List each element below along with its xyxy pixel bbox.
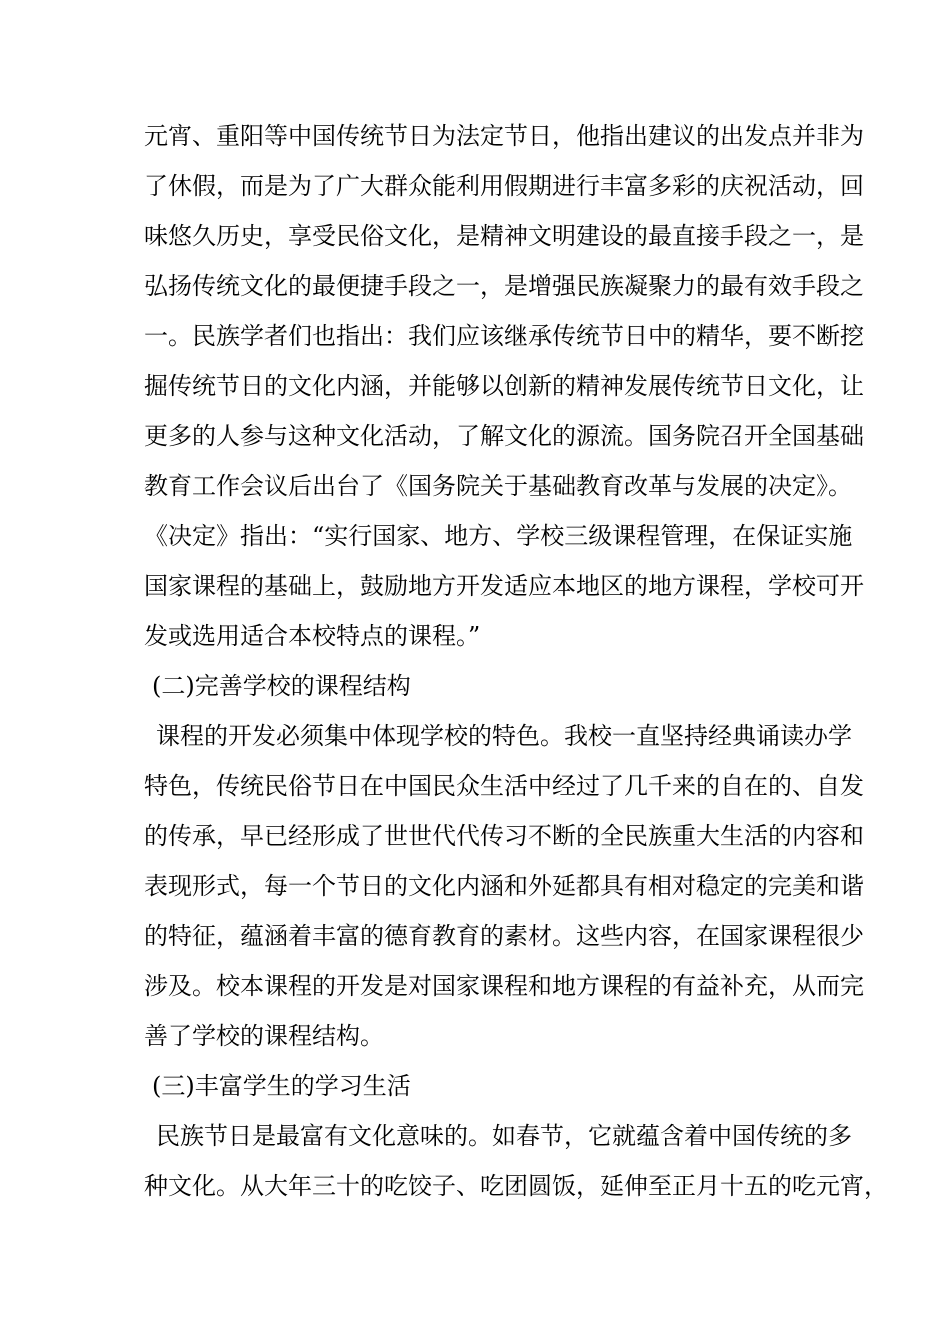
paragraph-line: 表现形式，每一个节日的文化内涵和外延都具有相对稳定的完美和谐 [144,872,864,900]
paragraph-line: 善了学校的课程结构。 [144,1022,384,1050]
paragraph-line: 掘传统节日的文化内涵，并能够以创新的精神发展传统节日文化，让 [144,372,864,400]
paragraph-line: 特色，传统民俗节日在中国民众生活中经过了几千来的自在的、自发 [144,772,864,800]
paragraph-line: 一。民族学者们也指出：我们应该继承传统节日中的精华，要不断挖 [144,322,864,350]
paragraph-line: 《决定》指出：“实行国家、地方、学校三级课程管理，在保证实施 [144,522,853,550]
paragraph-line: 弘扬传统文化的最便捷手段之一，是增强民族凝聚力的最有效手段之 [144,272,864,300]
paragraph-line: 种文化。从大年三十的吃饺子、吃团圆饭，延伸至正月十五的吃元宵， [144,1172,888,1200]
paragraph-line: 发或选用适合本校特点的课程。” [144,622,481,650]
section-heading: (二)完善学校的课程结构 [152,672,411,700]
paragraph-line: 涉及。校本课程的开发是对国家课程和地方课程的有益补充，从而完 [144,972,864,1000]
paragraph-line: 民族节日是最富有文化意味的。如春节，它就蕴含着中国传统的多 [156,1122,852,1150]
paragraph-line: 更多的人参与这种文化活动，了解文化的源流。国务院召开全国基础 [144,422,864,450]
paragraph-line: 了休假，而是为了广大群众能利用假期进行丰富多彩的庆祝活动，回 [144,172,864,200]
paragraph-line: 课程的开发必须集中体现学校的特色。我校一直坚持经典诵读办学 [156,722,852,750]
paragraph-line: 元宵、重阳等中国传统节日为法定节日，他指出建议的出发点并非为 [144,122,864,150]
paragraph-line: 的传承，早已经形成了世世代代传习不断的全民族重大生活的内容和 [144,822,864,850]
paragraph-line: 教育工作会议后出台了《国务院关于基础教育改革与发展的决定》。 [144,472,852,500]
paragraph-line: 的特征，蕴涵着丰富的德育教育的素材。这些内容，在国家课程很少 [144,922,864,950]
paragraph-line: 味悠久历史，享受民俗文化，是精神文明建设的最直接手段之一，是 [144,222,864,250]
section-heading: (三)丰富学生的学习生活 [152,1072,411,1100]
paragraph-line: 国家课程的基础上，鼓励地方开发适应本地区的地方课程，学校可开 [144,572,864,600]
